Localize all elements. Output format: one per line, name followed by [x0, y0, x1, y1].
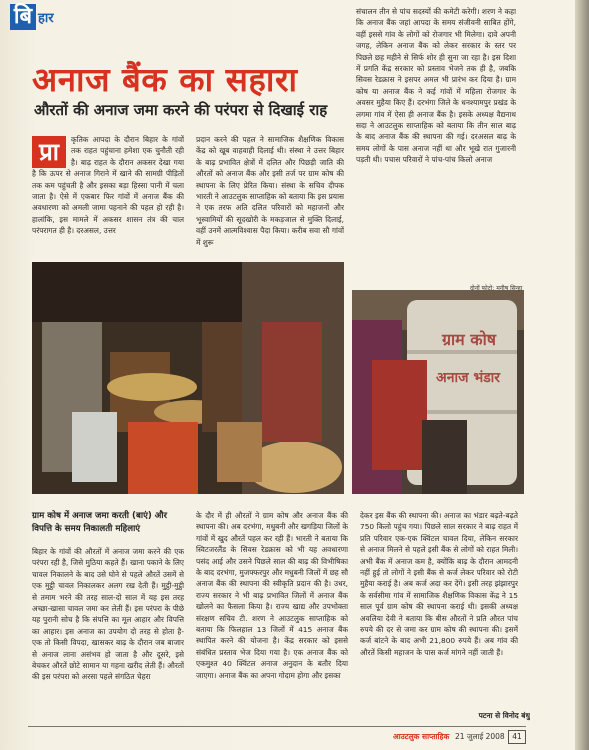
dropcap: प्रा — [32, 136, 66, 168]
column-1-text: कृतिक आपदा के दौरान बिहार के गांवों तक राहत पहुंचाना हमेशा एक चुनौती रही है। बाढ़ राहत के दौरान अकसर देखा गया है कि ऊपर से अनाज गिराने में खाने की सामग्री पीड़ितों तक कम पहुंचती है और इसका बड़ा हिस्सा पानी में चला जाता है। ऐसे में एकबार फिर गांवों में अनाज बैंक की अवधारणा को अमली जामा पहनाने की पहल हो रही है। हालांकि, इस मामले में अकसर शासन तंत्र की चाल परंपरागत ही है। दरअसल, उत्तर — [32, 135, 184, 236]
article-subhead: औरतों की अनाज जमा करने की परंपरा से दिखाई राह — [34, 101, 328, 119]
column-6-text: देकर इस बैंक की स्थापना की। अनाज का भंडार बढ़ते-बढ़ते 750 किलो पहुंच गया। पिछले साल सरकार ने बाढ़ राहत में प्रति परिवार एक-एक क्विंटल चावल दिया, लेकिन सरकार से अनाज मिलने से पहले इसी बैंक से लोगों को राहत मिली। अभी बैंक में अनाज कम है, क्योंकि बाढ़ के दौरान आमदनी नहीं हुई तो लोगों ने इसी बैंक से कर्ज लेकर परिवार को रोटी मुहैया कराई है। अब कर्ज अदा कर देंगे। इसी तरह झंझारपुर के सर्वसीमा गांव में सामाजिक शैक्षणिक विकास केंद्र ने 15 साल पूर्व ग्राम कोष की स्थापना कराई थी। इसकी अध्यक्ष अवलिया देवी ने बताया कि बीस औरतों ने प्रति औरत पांच रुपये की दर से जमा कर ग्राम कोष की स्थापना की। इसमें कर्ज बांटने के बाद अभी 21,800 रुपये हैं। अब गांव की औरतें किसी महाजन के पास कर्ज मांगने नहीं जाती हैं। — [360, 511, 518, 657]
article-column-5 — [196, 510, 348, 722]
section-logo: बि — [10, 4, 36, 30]
photo-women-depositing-grain — [32, 262, 344, 494]
footer-date: 21 जुलाई 2008 — [455, 732, 505, 741]
photo-credit: दोनों फोटो: मनीष सिन्हा — [470, 285, 523, 292]
container-label-gram-kosh: ग्राम कोष — [442, 330, 496, 349]
article-headline: अनाज बैंक का सहारा — [32, 60, 298, 99]
column-2-text: प्रदान करने की पहल ने सामाजिक शैक्षणिक विकास केंद्र को खूब वाहवाही दिलाई थी। संस्था ने उत्तर बिहार के बाढ़ प्रभावित क्षेत्रों में दलित और पिछड़ी जाति की औरतों को अनाज बैंक और इसी तर्ज पर ग्राम कोष की स्थापना के लिए प्रेरित किया। संस्था के सचिव दीपक भारती ने आउटलुक साप्ताहिक को बताया कि इस प्रयास ने एक तरफ अति दलित परिवारों को महाजनों और भूस्वामियों की सूदखोरी के मकड़जाल से मुक्ति दिलाई, वहीं उनमें आत्मविश्वास पैदा किया। करीब सवा सौ गांवों में शुरू — [196, 135, 344, 247]
photo-caption: ग्राम कोष में अनाज जमा करती (बाएं) और विपत्ति के समय निकालती महिलाएं — [32, 511, 168, 534]
page-gutter — [575, 0, 589, 750]
byline: पटना से विनोद बंधु — [478, 711, 530, 720]
article-column-3 — [356, 6, 516, 266]
section-logo-text: हार — [38, 11, 54, 26]
footer-rule — [28, 726, 526, 727]
column-5-text: के दौर में ही औरतों ने ग्राम कोष और अनाज बैंक की स्थापना की। अब दरभंगा, मधुबनी और खगड़िया जिलों के गांवों में खुद औरतें पहल कर रही हैं। भारती ने बताया कि स्विटजरलैंड के सिवस रेडक्रास को भी यह अवधारणा पसंद आई और उसने पिछले साल की बाढ़ की विभीषिका के बाद दरभंगा, मुजफ्फरपुर और मधुबनी जिलों में छह सौ अनाज बैंक की स्थापना की स्वीकृति प्रदान की है। उधर, राज्य सरकार ने भी बाढ़ प्रभावित जिलों में अनाज बैंक खोलने का फैसला किया है। राज्य खाद्य और उपभोक्ता संरक्षण सचिव टी. शरण ने आउटलुक साप्ताहिक को बताया कि फिलहाल 13 जिलों में 415 अनाज बैंक स्थापित करने की योजना है। केंद्र सरकार को इससे संबंधित प्रस्ताव भेज दिया गया है। एक अनाज बैंक को एकमुश्त 40 क्विंटल अनाज अनुदान के बतौर दिया जाएगा। अनाज बैंक का अपना गोदाम होगा और इसका — [196, 511, 348, 680]
container-label-anaj-bhandar: अनाज भंडार — [436, 370, 501, 386]
footer-magazine-name: आउटलुक साप्ताहिक — [393, 732, 450, 741]
column-4-text: बिहार के गांवों की औरतों में अनाज जमा करने की एक परंपरा रही है, जिसे मुठिया कहते हैं। खाना पकाने के लिए चावल निकालने के बाद उसे घोने से पहले औरतें उसमें से एक मुट्ठी चावल निकालकर अलग रख देती हैं। मुट्ठी-मुट्ठी से तमाम भरने की तरह साल-दो साल में यह इस तरह अच्छा-खासा चावल जमा कर लेती हैं। इस परंपरा के पीछे यह पुरानी सोच है कि संपत्ति का मूल आहार और विपत्ति का आहार। इस अनाज का उपयोग दो तरह से होता है- एक तो किसी विपदा, खासकर बाढ़ के दौरान जब बाजार से अनाज लाना असंभव हो जाता है और दूसरे, इसे बेचकर औरतें छोटे सामान या गहना खरीद लेती हैं। औरतों की इस परंपरा को अरसा पहले संगठित चेहरा — [32, 547, 184, 682]
article-column-4 — [32, 546, 184, 722]
article-column-2 — [196, 134, 344, 254]
article-column-1 — [32, 134, 184, 254]
article-column-6 — [360, 510, 518, 708]
page-number: 41 — [508, 730, 526, 744]
photo-grain-bank-container — [352, 290, 524, 494]
column-3-text: संचालन तीन से पांच सदस्यों की कमेटी करेगी। शरण ने कहा कि अनाज बैंक जहां आपदा के समय संजीवनी साबित होंगे, वहीं इससे गांव के लोगों को रोजगार भी मिलेगा। दावे अपनी जगह, लेकिन अनाज बैंक को लेकर सरकार के स्तर पर पिछले छह महीने से सिर्फ शोर ही सुना जा रहा है। इस दिशा में प्रगति केंद्र सरकार को प्रस्ताव भेजने तक ही है, जबकि सिवस रेडक्रास ने इसपर अमल भी प्रारंभ कर दिया है। ग्राम कोष या अनाज बैंक ने कई गांवों में महिला रोजगार के अवसर मुहैया किए हैं। दरभंगा जिले के धनश्यामपुर प्रखंड के लगमा गांव में ऐसा ही अनाज बैंक है। इसके अध्यक्ष वैद्यनाथ सदा ने आउटलुक साप्ताहिक को बताया कि तीन साल बाढ़ के बाद अनाज बैंक की स्थापना की गई। दरअसल बाढ़ के समय लोगों के पास अनाज नहीं था और भूखे रात गुजारनी पड़ती थी। पचास परिवारों ने पांच-पांच किलो अनाज — [356, 7, 516, 165]
